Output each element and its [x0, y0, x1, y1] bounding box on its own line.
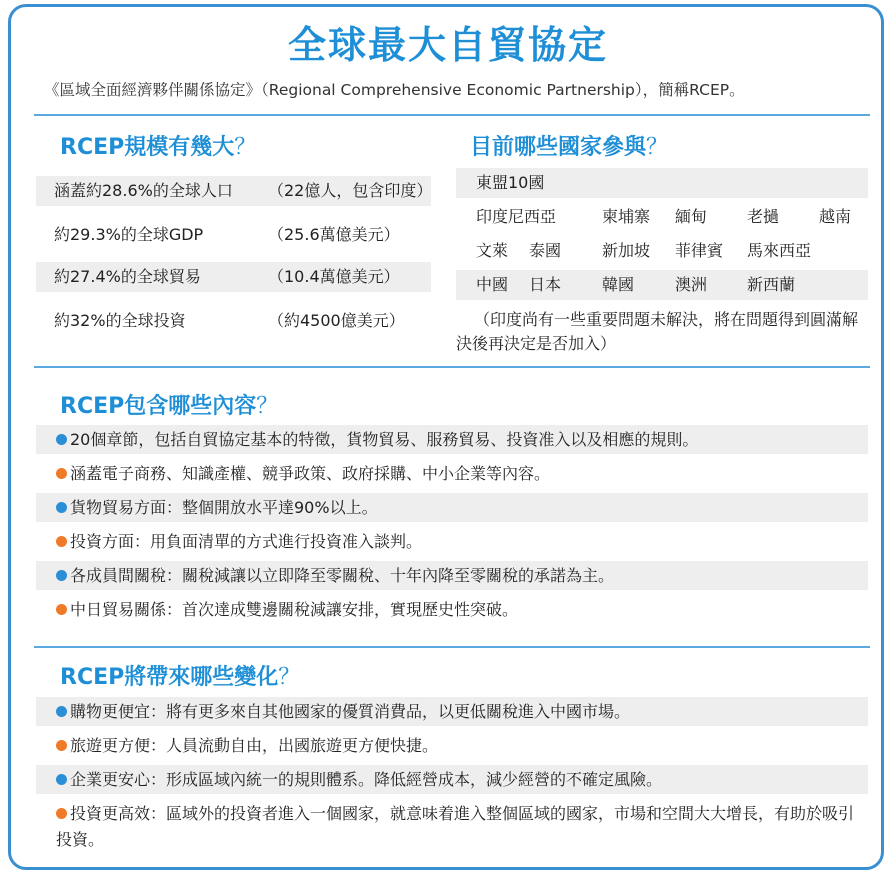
asean-label: 東盟10國	[476, 173, 545, 192]
list-item: 涵蓋電子商務、知識產權、競爭政策、政府採購、中小企業等內容。	[36, 459, 868, 488]
scale-label: 約27.4%的全球貿易	[54, 267, 201, 286]
scale-value: （22億人，包含印度）	[268, 181, 433, 200]
bullet-icon	[56, 706, 67, 717]
country-name: 緬甸	[675, 207, 708, 226]
scale-label: 涵蓋約28.6%的全球人口	[54, 181, 233, 200]
changes-heading: RCEP將帶來哪些變化？	[60, 665, 301, 690]
list-item: 20個章節，包括自貿協定基本的特徵，貨物貿易、服務貿易、投資准入以及相應的規則。	[36, 425, 868, 454]
divider	[34, 114, 870, 116]
scale-heading: RCEP規模有幾大？	[60, 135, 257, 160]
list-item: 投資方面：用負面清單的方式進行投資准入談判。	[36, 527, 868, 556]
country-name: 澳洲	[675, 275, 708, 294]
bullet-icon	[56, 808, 67, 819]
country-name: 越南	[819, 207, 852, 226]
bullet-icon	[56, 570, 67, 581]
country-name: 文萊	[476, 241, 509, 260]
list-item: 企業更安心：形成區域內統一的規則體系。降低經營成本，減少經營的不確定風險。	[36, 765, 868, 794]
scale-row	[36, 262, 431, 292]
bullet-icon	[56, 740, 67, 751]
country-row	[456, 236, 868, 266]
divider	[34, 646, 870, 648]
list-item: 貨物貿易方面：整個開放水平達90%以上。	[36, 493, 868, 522]
country-name: 泰國	[529, 241, 562, 260]
bullet-icon	[56, 536, 67, 547]
country-name: 韓國	[602, 275, 635, 294]
country-name: 馬來西亞	[747, 241, 812, 260]
country-name: 老撾	[747, 207, 780, 226]
scale-label: 約29.3%的全球GDP	[54, 225, 204, 244]
page-title: 全球最大自貿協定	[287, 23, 608, 67]
bullet-icon	[56, 604, 67, 615]
asean-row	[456, 168, 868, 198]
scale-value: （10.4萬億美元）	[268, 267, 400, 286]
list-item: 中日貿易關係：首次達成雙邊關稅減讓安排，實現歷史性突破。	[36, 595, 868, 624]
scale-row	[36, 306, 431, 336]
country-name: 日本	[529, 275, 562, 294]
bullet-icon	[56, 502, 67, 513]
bullet-icon	[56, 434, 67, 445]
list-item: 旅遊更方便：人員流動自由，出國旅遊更方便快捷。	[36, 731, 868, 760]
country-row	[456, 202, 868, 232]
country-name: 印度尼西亞	[476, 207, 557, 226]
divider	[34, 366, 870, 368]
bullet-icon	[56, 468, 67, 479]
country-name: 新加坡	[602, 241, 651, 260]
scale-value: （約4500億美元）	[268, 311, 405, 330]
scale-value: （25.6萬億美元）	[268, 225, 400, 244]
list-item: 購物更便宜：將有更多來自其他國家的優質消費品，以更低關稅進入中國市場。	[36, 697, 868, 726]
list-item: 各成員間關稅：關稅減讓以立即降至零關稅、十年內降至零關稅的承諾為主。	[36, 561, 868, 590]
india-note: （印度尚有一些重要問題未解決，將在問題得到圓滿解決後再決定是否加入）	[456, 310, 859, 353]
list-item: 投資更高效：區域外的投資者進入一個國家，就意味着進入整個區域的國家，市場和空間大大增長，有助於吸引投資。	[56, 804, 855, 849]
contents-heading: RCEP包含哪些內容？	[60, 394, 279, 419]
country-name: 新西蘭	[747, 275, 796, 294]
members-heading: 目前哪些國家參與？	[470, 135, 669, 160]
country-name: 中國	[476, 275, 509, 294]
scale-row	[36, 176, 431, 206]
bullet-icon	[56, 774, 67, 785]
scale-label: 約32%的全球投資	[54, 311, 186, 330]
country-row	[456, 270, 868, 300]
country-name: 柬埔寨	[602, 207, 651, 226]
country-name: 菲律賓	[675, 241, 724, 260]
page-subtitle: 《區域全面經濟夥伴關係協定》（Regional Comprehensive Economic Partnership），簡稱RCEP。	[44, 81, 745, 99]
scale-row	[36, 220, 431, 250]
